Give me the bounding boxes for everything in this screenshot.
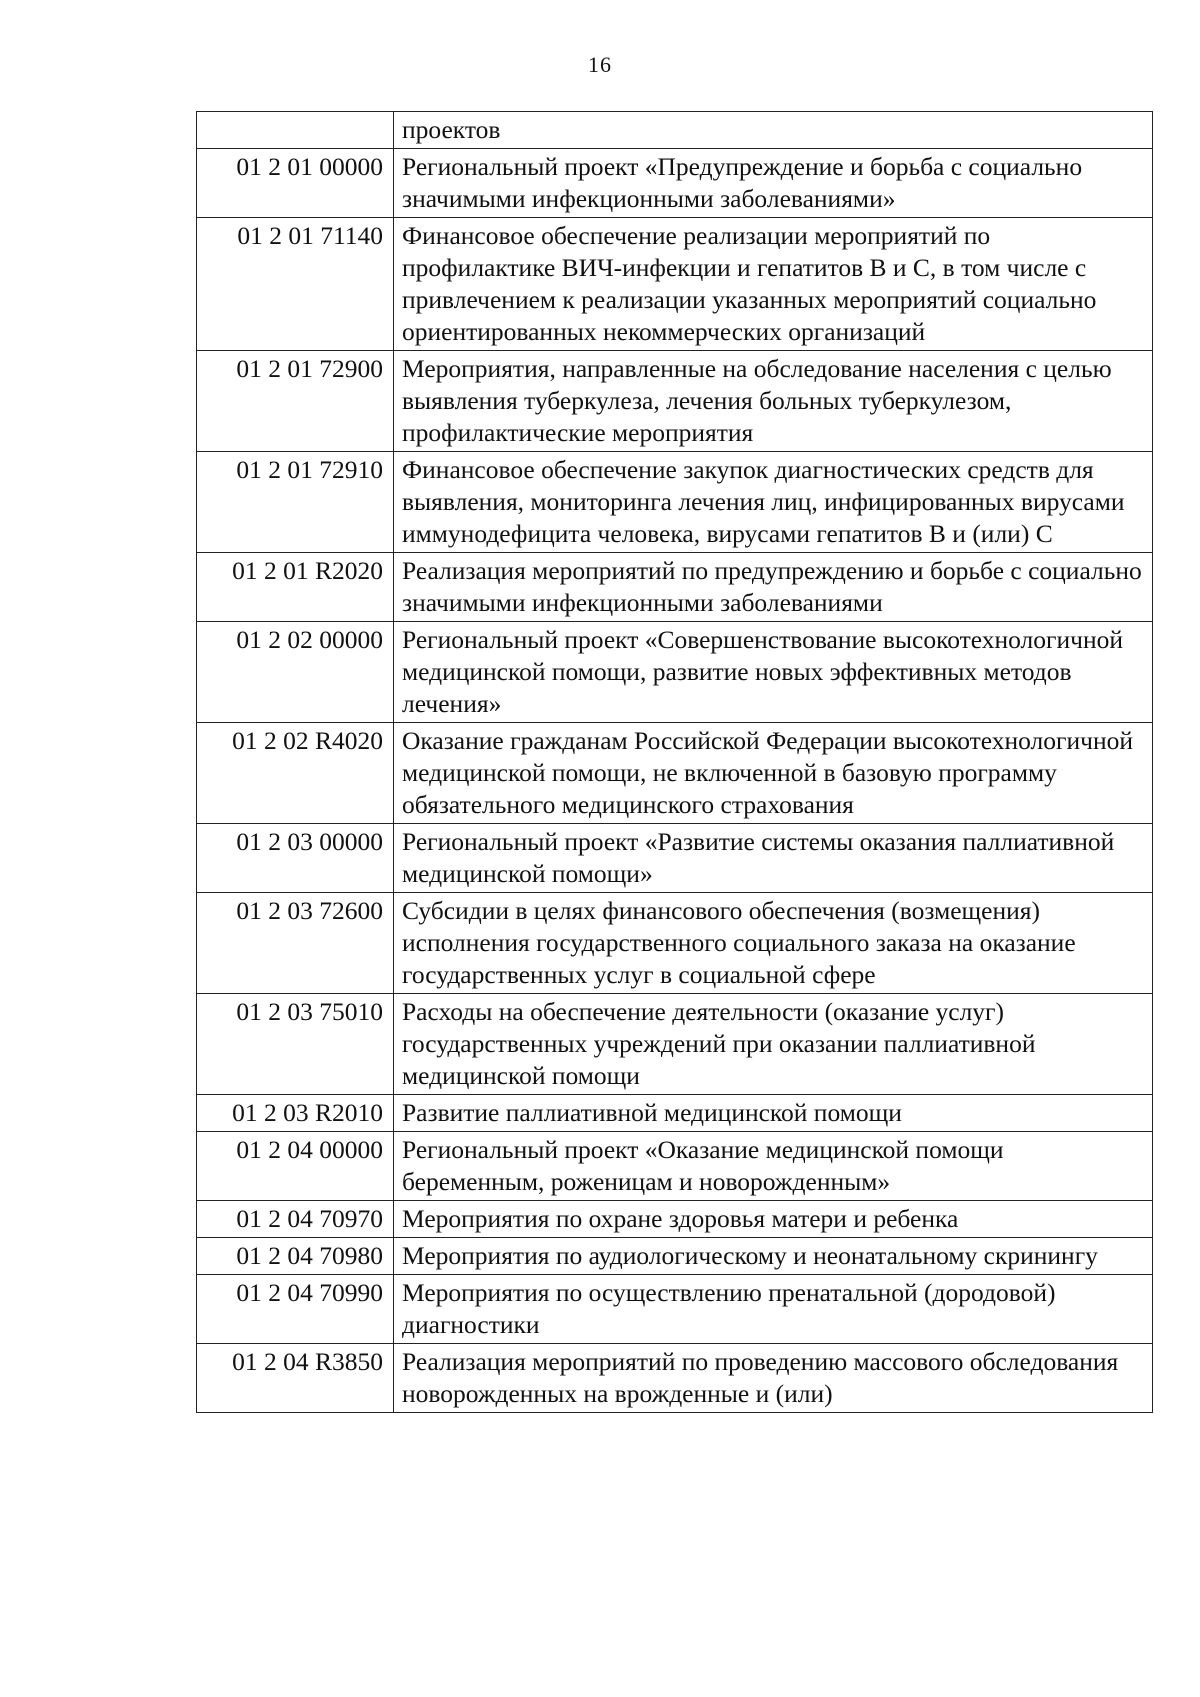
code-cell: 01 2 04 70990 <box>197 1275 394 1344</box>
description-cell: Региональный проект «Развитие системы оказания паллиативной медицинской помощи» <box>394 824 1153 893</box>
description-cell: Мероприятия по охране здоровья матери и ребенка <box>394 1201 1153 1238</box>
code-cell: 01 2 03 00000 <box>197 824 394 893</box>
code-cell: 01 2 01 00000 <box>197 149 394 218</box>
table-row <box>197 553 1153 622</box>
description-cell: проектов <box>394 112 1153 149</box>
code-cell: 01 2 01 72910 <box>197 452 394 553</box>
table-row <box>197 1095 1153 1132</box>
table-row <box>197 723 1153 824</box>
description-cell: Финансовое обеспечение реализации мероприятий по профилактике ВИЧ-инфекции и гепатитов В и С, в том числе с привлечением к реализации указанных мероприятий социально ориентированных некоммерческих организаций <box>394 218 1153 351</box>
description-cell: Региональный проект «Совершенствование высокотехнологичной медицинской помощи, развитие новых эффективных методов лечения» <box>394 622 1153 723</box>
table-row <box>197 824 1153 893</box>
description-cell: Субсидии в целях финансового обеспечения (возмещения) исполнения государственного социального заказа на оказание государственных услуг в социальной сфере <box>394 893 1153 994</box>
budget-code-table <box>196 111 1153 1413</box>
description-cell: Расходы на обеспечение деятельности (оказание услуг) государственных учреждений при оказании паллиативной медицинской помощи <box>394 994 1153 1095</box>
code-cell: 01 2 04 00000 <box>197 1132 394 1201</box>
table-row <box>197 452 1153 553</box>
code-cell: 01 2 04 R3850 <box>197 1344 394 1413</box>
table-row <box>197 351 1153 452</box>
description-cell: Региональный проект «Предупреждение и борьба с социально значимыми инфекционными заболеваниями» <box>394 149 1153 218</box>
description-cell: Реализация мероприятий по проведению массового обследования новорожденных на врожденные и (или) <box>394 1344 1153 1413</box>
code-cell: 01 2 03 R2010 <box>197 1095 394 1132</box>
table-row <box>197 1238 1153 1275</box>
description-cell: Реализация мероприятий по предупреждению и борьбе с социально значимыми инфекционными заболеваниями <box>394 553 1153 622</box>
table-row <box>197 149 1153 218</box>
code-cell <box>197 112 394 149</box>
code-cell: 01 2 01 R2020 <box>197 553 394 622</box>
description-cell: Региональный проект «Оказание медицинской помощи беременным, роженицам и новорожденным» <box>394 1132 1153 1201</box>
table-row <box>197 1201 1153 1238</box>
code-cell: 01 2 03 72600 <box>197 893 394 994</box>
code-cell: 01 2 02 00000 <box>197 622 394 723</box>
table-row <box>197 622 1153 723</box>
description-cell: Мероприятия, направленные на обследование населения с целью выявления туберкулеза, лечения больных туберкулезом, профилактические мероприятия <box>394 351 1153 452</box>
code-cell: 01 2 01 71140 <box>197 218 394 351</box>
description-cell: Финансовое обеспечение закупок диагностических средств для выявления, мониторинга лечения лиц, инфицированных вирусами иммунодефицита человека, вирусами гепатитов В и (или) С <box>394 452 1153 553</box>
code-cell: 01 2 04 70970 <box>197 1201 394 1238</box>
table-row <box>197 1275 1153 1344</box>
page-number: 16 <box>588 52 612 77</box>
description-cell: Мероприятия по аудиологическому и неонатальному скринингу <box>394 1238 1153 1275</box>
code-cell: 01 2 02 R4020 <box>197 723 394 824</box>
code-cell: 01 2 04 70980 <box>197 1238 394 1275</box>
description-cell: Развитие паллиативной медицинской помощи <box>394 1095 1153 1132</box>
table-row <box>197 218 1153 351</box>
table-row <box>197 1344 1153 1413</box>
table-row <box>197 994 1153 1095</box>
table-row <box>197 893 1153 994</box>
code-cell: 01 2 01 72900 <box>197 351 394 452</box>
description-cell: Оказание гражданам Российской Федерации высокотехнологичной медицинской помощи, не включенной в базовую программу обязательного медицинского страхования <box>394 723 1153 824</box>
table-row <box>197 112 1153 149</box>
code-cell: 01 2 03 75010 <box>197 994 394 1095</box>
description-cell: Мероприятия по осуществлению пренатальной (дородовой) диагностики <box>394 1275 1153 1344</box>
table-row <box>197 1132 1153 1201</box>
